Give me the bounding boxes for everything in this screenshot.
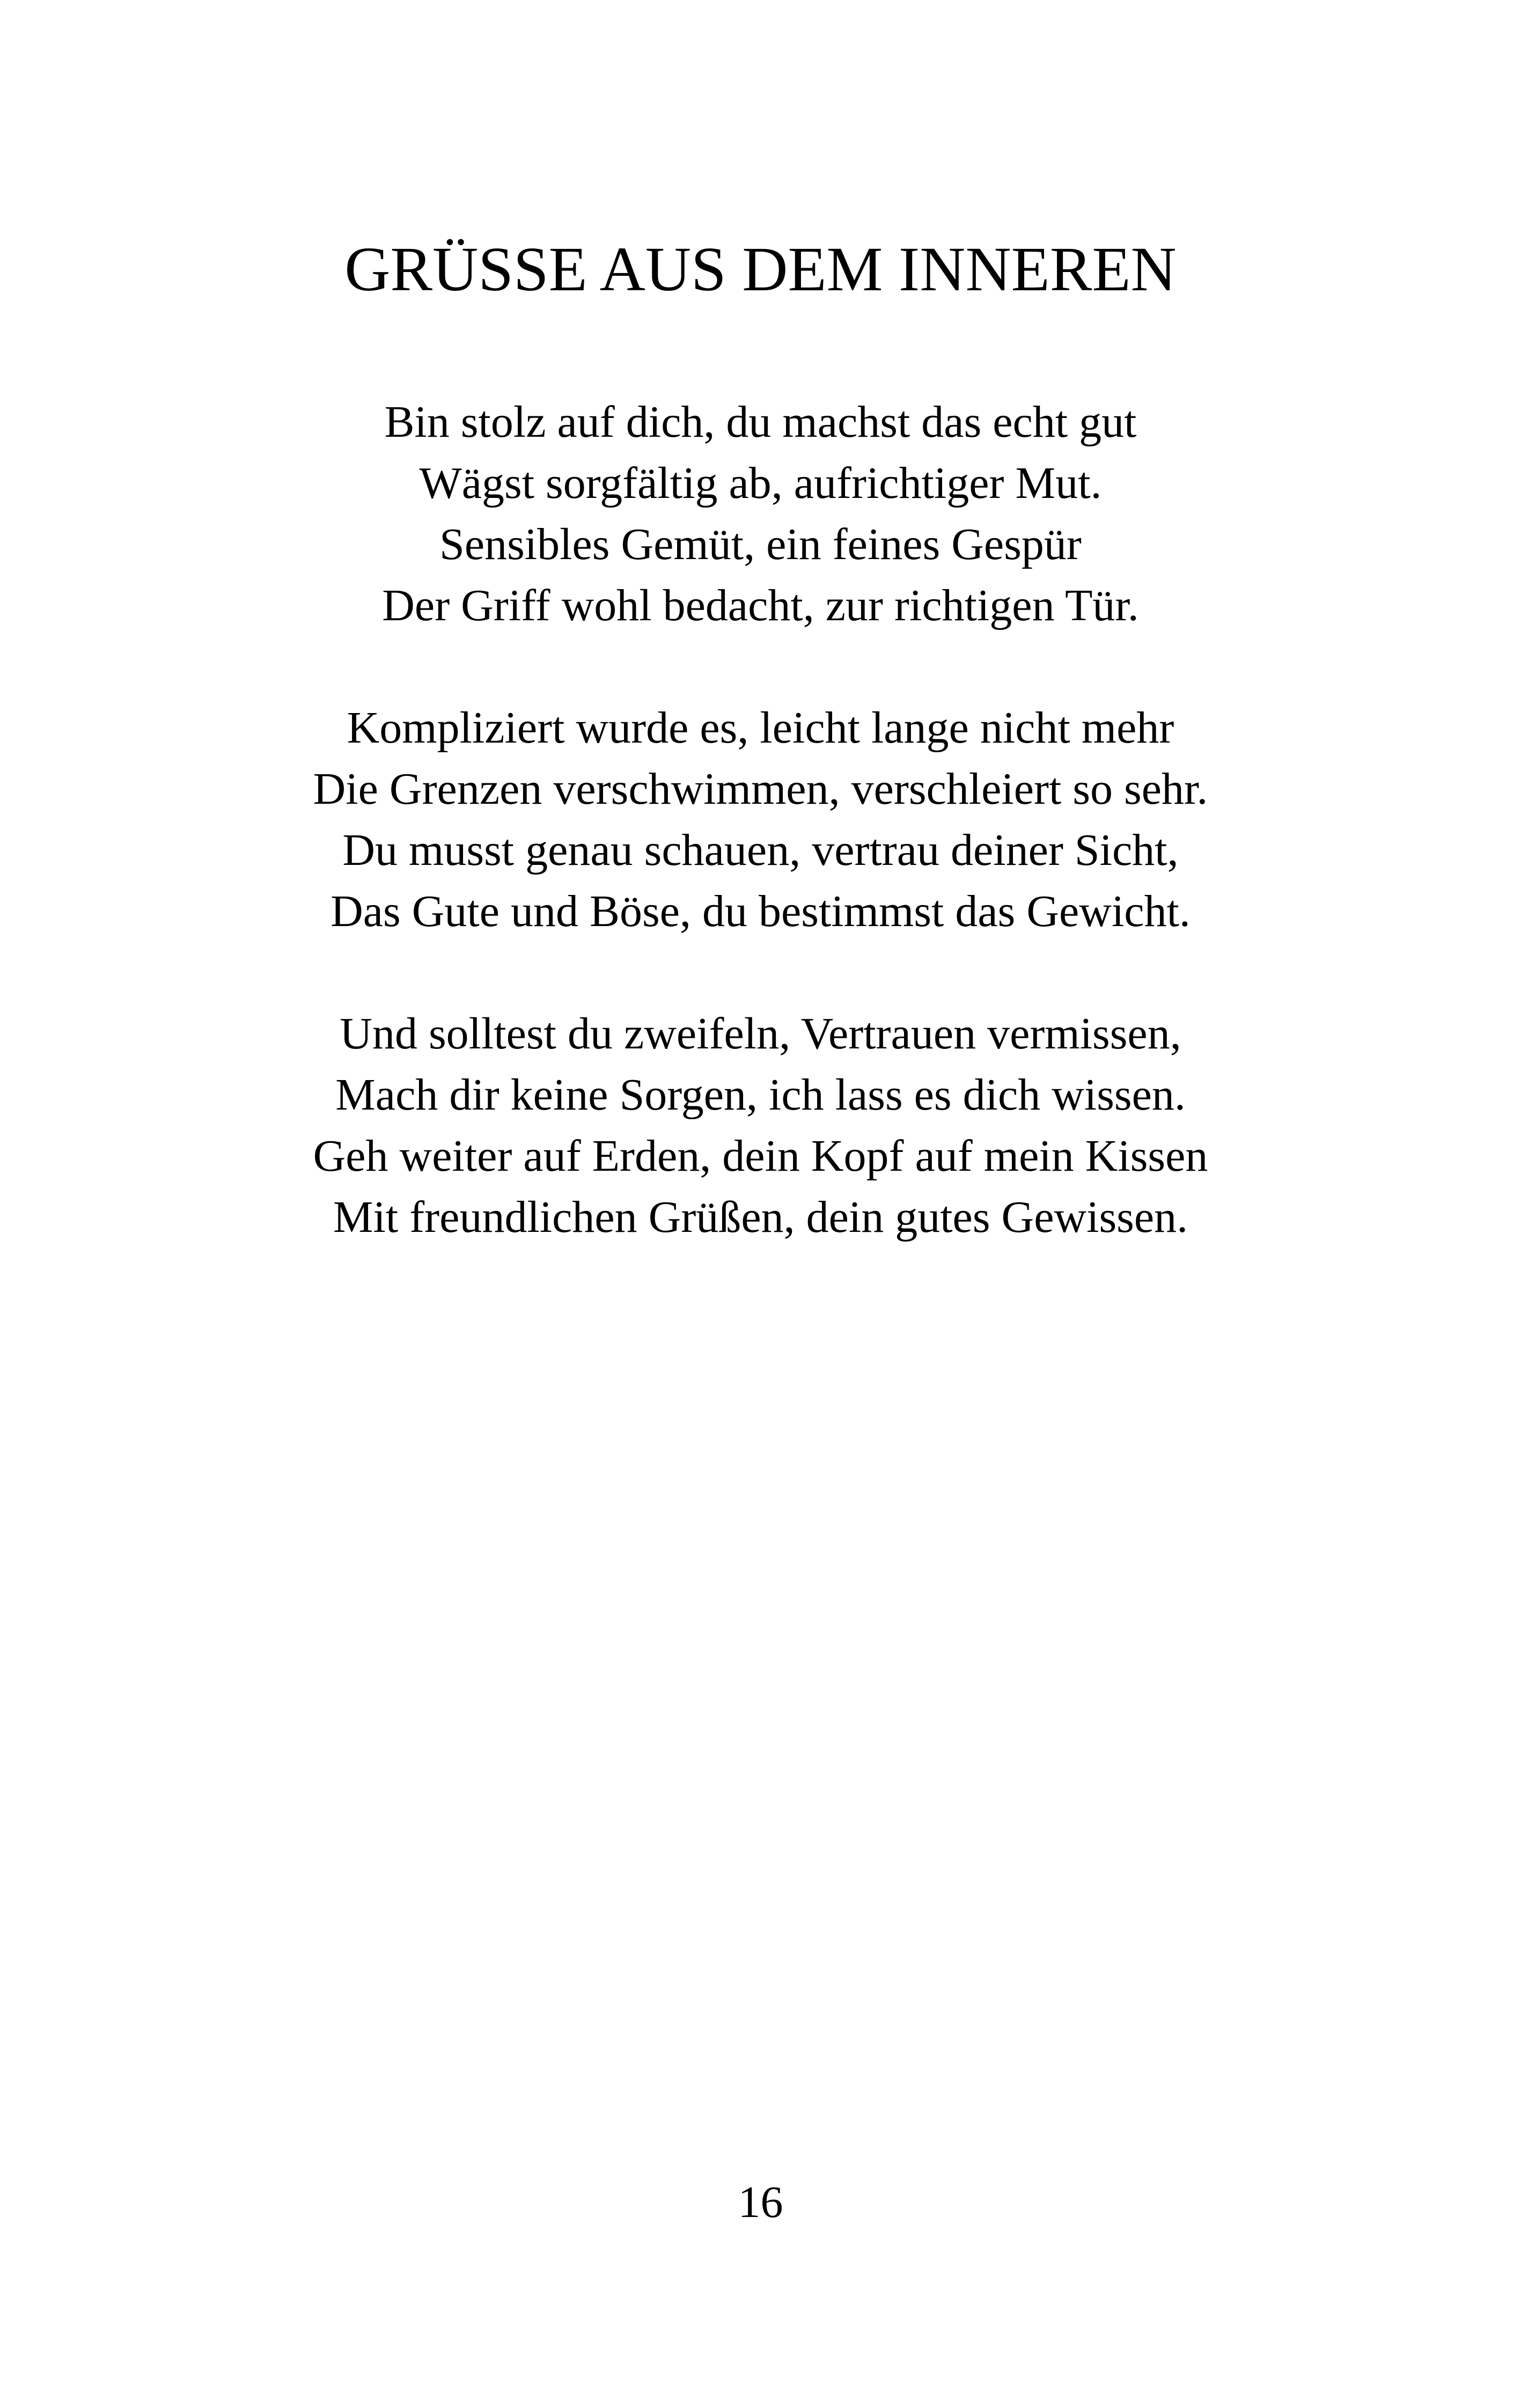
page-number: 16 — [738, 2177, 783, 2227]
poem-line: Wägst sorgfältig ab, aufrichtiger Mut. — [419, 458, 1102, 508]
poem-line: Der Griff wohl bedacht, zur richtigen Tür. — [382, 581, 1139, 630]
poem-line: Die Grenzen verschwimmen, verschleiert so sehr. — [313, 764, 1208, 814]
stanza-1 — [0, 392, 1521, 636]
stanza-2 — [0, 698, 1521, 942]
poem-line: Bin stolz auf dich, du machst das echt gut — [384, 397, 1137, 447]
poem-line: Und solltest du zweifeln, Vertrauen vermissen, — [340, 1009, 1181, 1059]
poem-line: Das Gute und Böse, du bestimmst das Gewicht. — [330, 886, 1191, 936]
stanza-3 — [0, 1003, 1521, 1248]
poem-line: Sensibles Gemüt, ein feines Gespür — [439, 519, 1082, 569]
poem-title: GRÜSSE AUS DEM INNEREN — [344, 234, 1177, 304]
poem-line: Geh weiter auf Erden, dein Kopf auf mein Kissen — [313, 1131, 1208, 1181]
poem-line: Mach dir keine Sorgen, ich lass es dich wissen. — [335, 1070, 1186, 1120]
poem-line: Kompliziert wurde es, leicht lange nicht mehr — [347, 703, 1174, 753]
poem-body — [0, 392, 1521, 1309]
poem-line: Du musst genau schauen, vertrau deiner Sicht, — [342, 825, 1179, 875]
poem-line: Mit freundlichen Grüßen, dein gutes Gewissen. — [333, 1192, 1188, 1242]
